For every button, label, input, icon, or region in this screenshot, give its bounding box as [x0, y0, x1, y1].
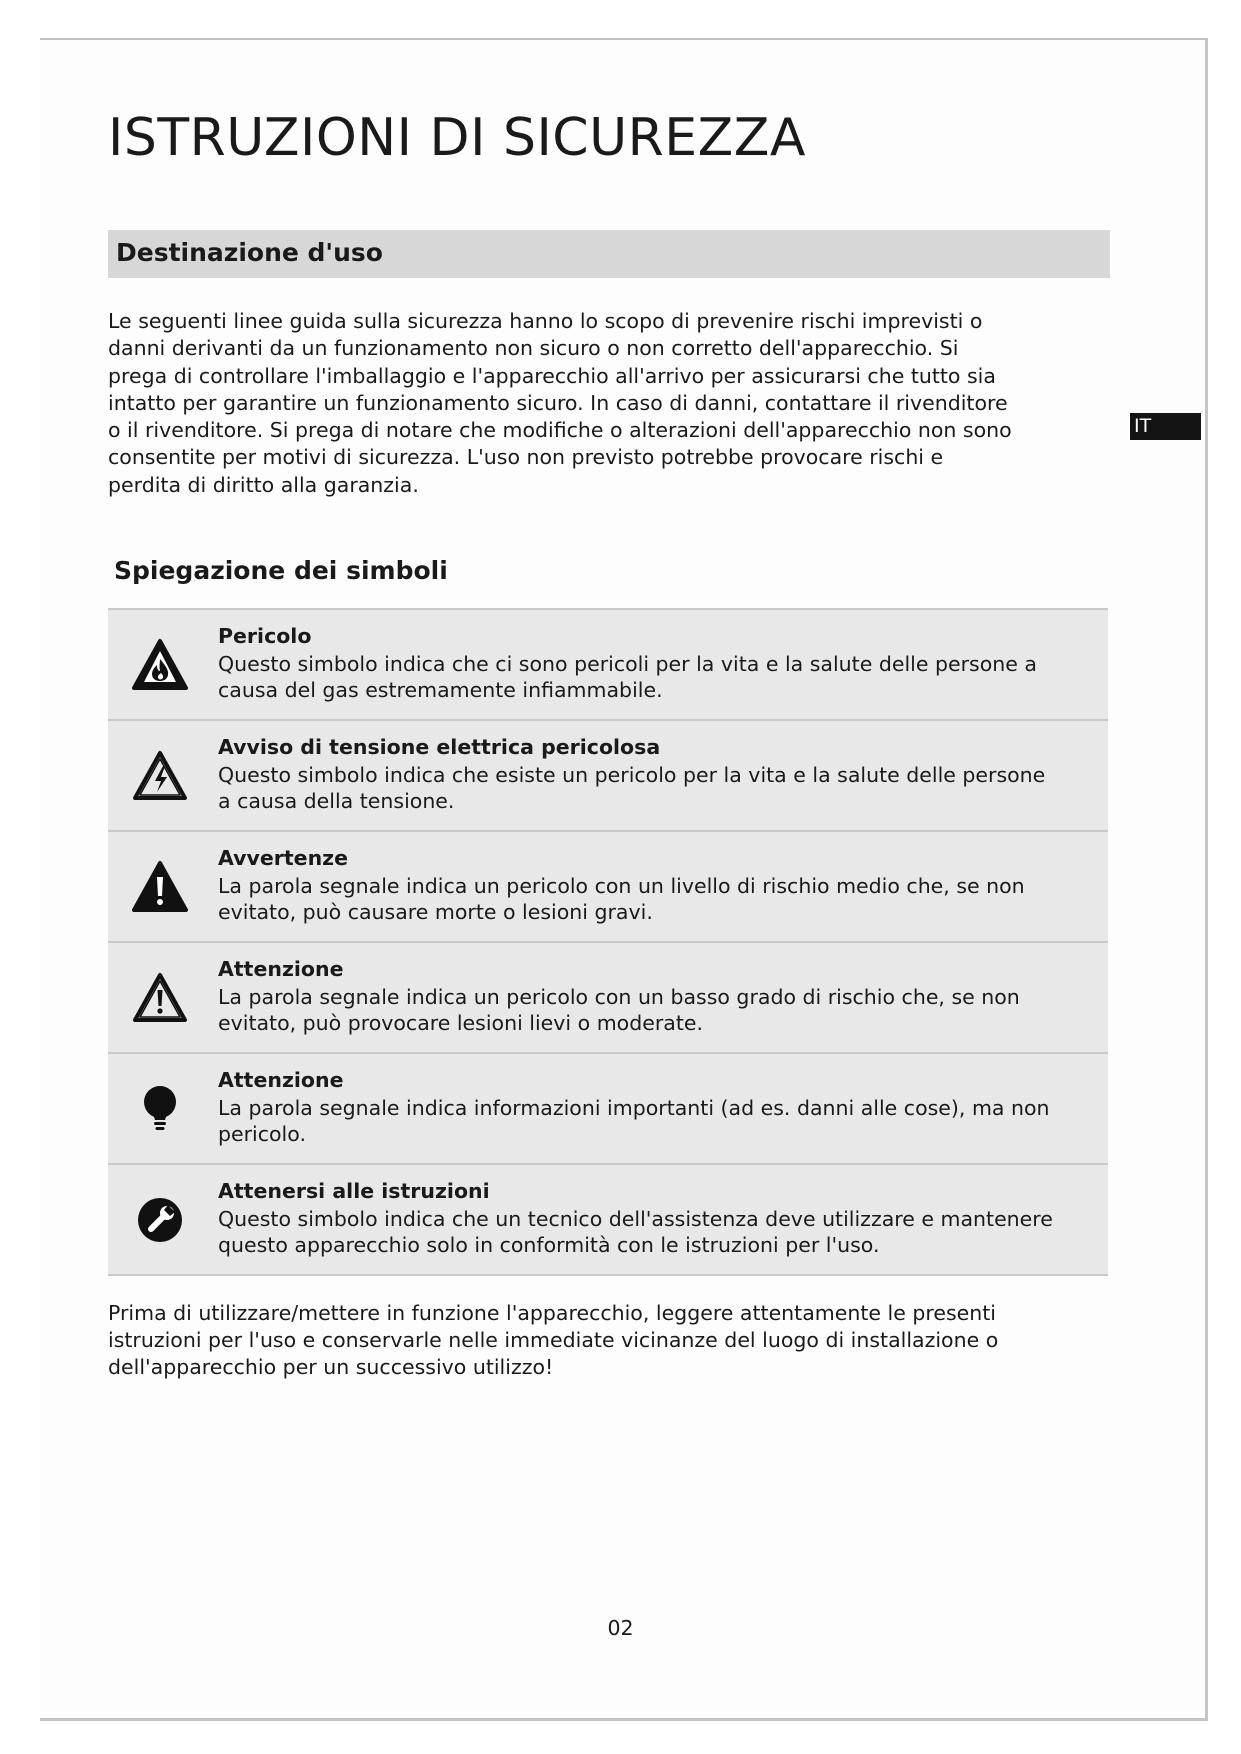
symbol-description — [218, 763, 1088, 814]
symbol-description-line: causa del gas estremamente infiammabile. — [218, 677, 663, 702]
symbol-description-line: a causa della tensione. — [218, 788, 455, 813]
symbol-description-line: La parola segnale indica un pericolo con un livello di rischio medio che, se non — [218, 874, 1025, 898]
symbol-name: Attenersi alle istruzioni — [218, 1179, 490, 1203]
lightbulb-icon — [130, 1081, 190, 1137]
symbol-description — [218, 874, 1088, 925]
symbol-row-instructions — [108, 1165, 1108, 1276]
symbol-name: Attenzione — [218, 1068, 344, 1092]
intended-use-line: danni derivanti da un funzionamento non sicuro o non corretto dell'apparecchio. Si — [108, 336, 959, 361]
intended-use-line: consentite per motivi di sicurezza. L'uso non previsto potrebbe provocare rischi e — [108, 445, 944, 470]
closing-line: istruzioni per l'uso e conservarle nelle immediate vicinanze del luogo di installazione o — [108, 1328, 999, 1352]
symbol-description — [218, 1096, 1088, 1147]
electric-voltage-warning-icon — [130, 748, 190, 804]
flame-warning-icon — [130, 637, 190, 693]
exclamation-warning-outline-icon — [130, 970, 190, 1026]
symbol-description-line: pericolo. — [218, 1121, 306, 1146]
symbol-description — [218, 652, 1088, 703]
symbol-name: Avviso di tensione elettrica pericolosa — [218, 735, 661, 759]
page-title: ISTRUZIONI DI SICUREZZA — [108, 108, 806, 168]
intended-use-text — [108, 308, 1118, 499]
symbol-row-danger — [108, 610, 1108, 721]
symbol-description-line: questo apparecchio solo in conformità con le istruzioni per l'uso. — [218, 1232, 880, 1257]
exclamation-warning-filled-icon — [130, 859, 190, 915]
symbol-description — [218, 985, 1088, 1036]
symbol-description-line: evitato, può provocare lesioni lievi o moderate. — [218, 1010, 703, 1035]
symbol-description-line: Questo simbolo indica che ci sono pericoli per la vita e la salute delle persone a — [218, 652, 1037, 676]
closing-note — [108, 1300, 1118, 1381]
symbol-name: Pericolo — [218, 624, 312, 648]
closing-line: dell'apparecchio per un successivo utilizzo! — [108, 1355, 554, 1379]
symbol-description-line: Questo simbolo indica che un tecnico dell'assistenza deve utilizzare e mantenere — [218, 1207, 1053, 1231]
symbol-description — [218, 1207, 1088, 1258]
page-number: 02 — [607, 1616, 634, 1640]
symbol-row-warning — [108, 832, 1108, 943]
symbol-name: Attenzione — [218, 957, 344, 981]
symbol-description-line: La parola segnale indica un pericolo con un basso grado di rischio che, se non — [218, 985, 1020, 1009]
symbol-description-line: evitato, può causare morte o lesioni gravi. — [218, 899, 653, 924]
intended-use-line: prega di controllare l'imballaggio e l'apparecchio all'arrivo per assicurarsi che tutto sia — [108, 363, 996, 388]
closing-line: Prima di utilizzare/mettere in funzione l'apparecchio, leggere attentamente le presenti — [108, 1301, 996, 1325]
symbol-description-line: La parola segnale indica informazioni importanti (ad es. danni alle cose), ma non — [218, 1096, 1050, 1120]
intended-use-line: Le seguenti linee guida sulla sicurezza hanno lo scopo di prevenire rischi imprevisti o — [108, 309, 983, 333]
intended-use-line: o il rivenditore. Si prega di notare che modifiche o alterazioni dell'apparecchio non sono — [108, 418, 1012, 443]
intended-use-line: perdita di diritto alla garanzia. — [108, 472, 419, 497]
intended-use-line: intatto per garantire un funzionamento sicuro. In caso di danni, contattare il rivenditore — [108, 390, 1008, 415]
symbol-description-line: Questo simbolo indica che esiste un pericolo per la vita e la salute delle persone — [218, 763, 1046, 787]
symbol-name: Avvertenze — [218, 846, 349, 870]
symbols-heading: Spiegazione dei simboli — [114, 556, 448, 585]
symbol-row-notice — [108, 1054, 1108, 1165]
symbol-row-electric — [108, 721, 1108, 832]
symbol-row-caution — [108, 943, 1108, 1054]
language-tab: IT — [1130, 413, 1201, 440]
wrench-icon — [130, 1192, 190, 1248]
intended-use-heading: Destinazione d'uso — [108, 230, 1110, 278]
symbols-table — [108, 608, 1108, 1276]
